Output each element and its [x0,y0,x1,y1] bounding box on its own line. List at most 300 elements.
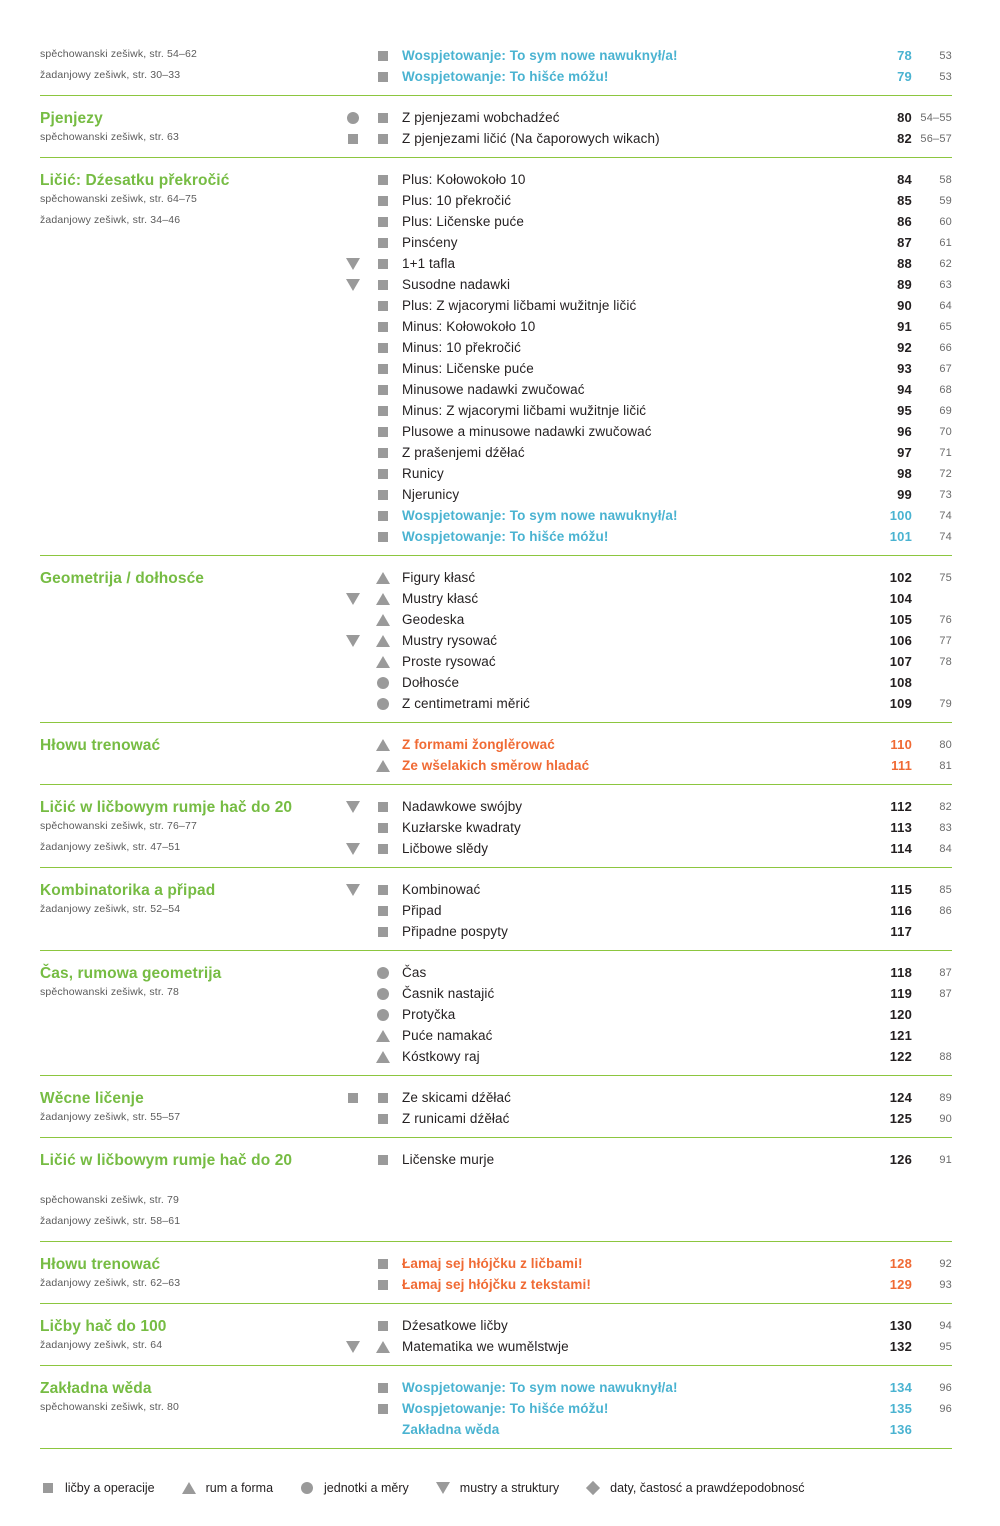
circle-icon [368,984,398,1004]
entry-title[interactable]: Susodne nadawki [402,277,511,292]
square-icon-glyph [378,532,388,542]
entry-page-number: 80 [897,110,912,125]
square-icon [368,506,398,526]
entry-title[interactable]: Dołhosće [402,675,460,690]
diamond-icon [338,129,368,149]
diamond-icon-glyph [348,1093,358,1103]
icon-slot-empty [338,1150,368,1170]
square-icon-glyph [378,1321,388,1331]
toc-row[interactable] [40,1254,952,1275]
toc-row[interactable] [40,296,952,317]
entry-title[interactable]: Mustry rysować [402,633,498,648]
entry-title[interactable]: Zakładna wěda [402,1422,500,1437]
toc-row[interactable] [40,317,952,338]
toc-row[interactable] [40,963,952,984]
entry-title[interactable]: Kóstkowy raj [402,1049,480,1064]
square-icon [368,254,398,274]
toc-row[interactable] [40,694,952,715]
legend-item-label: ličby a operacije [65,1481,155,1495]
toc-row[interactable] [40,1399,952,1420]
entry-page-number: 118 [890,965,912,980]
toc-row[interactable] [40,1275,952,1296]
square-icon [368,1150,398,1170]
chapter-title [40,880,338,901]
workbook-reference-text: žadanjowy zešiwk, str. 64 [40,1339,163,1351]
triangle-down-icon-glyph [346,258,360,270]
entry-secondary-page-number: 72 [939,468,952,480]
legend-glyph-shape [182,1482,196,1494]
icon-slot-empty [338,963,368,983]
circle-icon-glyph [377,967,389,979]
entry-secondary-page-number: 74 [939,531,952,543]
entry-page-number: 125 [889,1111,912,1126]
workbook-reference-text: žadanjowy zešiwk, str. 47–51 [40,841,181,853]
chapter-title-text: Wěcne ličenje [40,1090,144,1107]
triangle-up-icon-glyph [376,635,390,647]
icon-slot-empty [338,1005,368,1025]
icon-slot-empty [338,984,368,1004]
toc-row[interactable] [40,1337,952,1358]
icon-slot-empty [338,1171,368,1191]
entry-title[interactable]: Plus: Kołowokoło 10 [402,172,526,187]
icon-slot-empty [338,506,368,526]
diamond-icon [368,901,398,921]
legend-diam-icon [585,1480,601,1496]
entry-page-number: 93 [897,361,912,376]
toc-row[interactable] [40,1047,952,1068]
diamond-icon [368,880,398,900]
entry-title[interactable]: Minusowe nadawki zwučować [402,382,585,397]
workbook-reference-text: žadanjowy zešiwk, str. 58–61 [40,1215,181,1227]
entry-title[interactable]: Plusowe a minusowe nadawki zwučować [402,424,652,439]
toc-row[interactable] [40,673,952,694]
entry-title[interactable]: Protyčka [402,1007,456,1022]
toc-row[interactable] [40,1150,952,1171]
entry-page-number: 82 [897,131,912,146]
square-icon [368,464,398,484]
workbook-reference [40,901,338,918]
workbook-reference-text: žadanjowy zešiwk, str. 52–54 [40,903,181,915]
entry-title[interactable]: Plus: 10 překročić [402,193,512,208]
toc-row[interactable] [40,254,952,275]
workbook-reference [40,67,338,84]
legend [40,1480,948,1496]
entry-page-number: 102 [889,570,912,585]
entry-secondary-page-number: 75 [939,572,952,584]
toc-row[interactable] [40,631,952,652]
triangle-down-icon-glyph [346,1341,360,1353]
legend-item [299,1480,409,1496]
entry-title[interactable]: Wospjetowanje: To hišće móžu! [402,69,609,84]
entry-title[interactable]: Wospjetowanje: To hišće móžu! [402,1401,609,1416]
entry-page-number: 104 [889,591,912,606]
square-icon [368,46,398,66]
toc-row[interactable] [40,922,952,943]
toc-group [40,568,952,723]
entry-page-number: 126 [889,1152,912,1167]
toc-group [40,1254,952,1304]
entry-secondary-page-number: 87 [939,967,952,979]
toc-row[interactable] [40,984,952,1005]
entry-page-number: 91 [897,319,912,334]
chapter-title [40,170,338,191]
triangle-up-icon [368,568,398,588]
icon-slot-empty [368,1213,398,1233]
triangle-up-icon-glyph [376,593,390,605]
triangle-down-icon [338,631,368,651]
toc-group [40,1150,952,1242]
toc-row[interactable] [40,464,952,485]
entry-title[interactable]: Minus: Z wjacorymi ličbami wužitnje ličić [402,403,647,418]
toc-row[interactable] [40,359,952,380]
entry-title[interactable]: Wospjetowanje: To sym nowe nawuknył/a! [402,48,678,63]
workbook-reference [40,984,338,1001]
square-icon [368,797,398,817]
toc-group [40,880,952,951]
triangle-up-icon [368,652,398,672]
entry-page-number: 90 [897,298,912,313]
entry-title[interactable]: Ličbowe slědy [402,841,489,856]
entry-title[interactable]: Proste rysować [402,654,496,669]
workbook-reference-text: žadanjowy zešiwk, str. 55–57 [40,1111,181,1123]
square-icon-glyph [378,134,388,144]
icon-slot-empty [338,233,368,253]
legend-tri-up-icon [181,1480,197,1496]
entry-title[interactable]: Kombinować [402,882,481,897]
toc-row[interactable] [40,1316,952,1337]
toc-row[interactable] [40,1171,952,1192]
square-icon-glyph [378,51,388,61]
entry-secondary-page-number: 68 [939,384,952,396]
entry-title[interactable]: Ličenske murje [402,1152,495,1167]
square-icon-glyph [378,113,388,123]
triangle-down-icon-glyph [346,884,360,896]
icon-slot-empty [338,568,368,588]
legend-tri-dn-icon [435,1480,451,1496]
toc-row[interactable] [40,1378,952,1399]
left-spacer [40,233,338,252]
entry-page-number: 115 [890,882,912,897]
entry-title[interactable]: Připadne pospyty [402,924,508,939]
entry-secondary-page-number: 77 [939,635,952,647]
left-spacer [40,694,338,713]
chapter-title [40,735,338,756]
icon-slot-empty [338,1275,368,1295]
entry-page-number: 109 [889,696,912,711]
toc-row[interactable] [40,212,952,233]
entry-page-number: 119 [890,986,912,1001]
entry-secondary-page-number: 78 [939,656,952,668]
triangle-up-icon-glyph [376,614,390,626]
entry-title[interactable]: Čas [402,965,427,980]
toc-row[interactable] [40,1109,952,1130]
workbook-reference-text: spěchowanski zešiwk, str. 78 [40,986,180,998]
triangle-down-icon [338,880,368,900]
entry-title[interactable]: Puće namakać [402,1028,493,1043]
entry-page-number: 79 [897,69,912,84]
square-icon-glyph [378,823,388,833]
icon-slot-empty [338,380,368,400]
entry-title[interactable]: Z runicami dźěłać [402,1111,510,1126]
legend-sq-icon [40,1480,56,1496]
entry-title[interactable]: Łamaj sej hłójčku z tekstami! [402,1277,591,1292]
workbook-reference-text: spěchowanski zešiwk, str. 54–62 [40,48,197,60]
toc-row[interactable] [40,797,952,818]
entry-secondary-page-number: 71 [939,447,952,459]
toc-row[interactable] [40,170,952,191]
square-icon [368,1316,398,1336]
triangle-up-icon-glyph [376,739,390,751]
entry-title[interactable]: Wospjetowanje: To hišće móžu! [402,529,609,544]
square-icon-glyph [378,427,388,437]
toc-row[interactable] [40,191,952,212]
entry-title[interactable]: Ze skicami dźěłać [402,1090,511,1105]
entry-title[interactable]: Časnik nastajić [402,986,495,1001]
entry-page-number: 96 [897,424,912,439]
icon-slot-empty [338,901,368,921]
workbook-reference [40,1275,338,1292]
diamond-icon [338,1088,368,1108]
icon-slot-empty [338,1213,368,1233]
legend-item-label: daty, častosć a prawdźepodobnosć [610,1481,805,1495]
entry-page-number: 92 [897,340,912,355]
entry-title[interactable]: 1+1 tafla [402,256,456,271]
entry-page-number: 99 [897,487,912,502]
toc-row[interactable] [40,422,952,443]
square-icon-glyph [378,238,388,248]
entry-title[interactable]: Runicy [402,466,444,481]
entry-secondary-page-number: 79 [939,698,952,710]
toc-row[interactable] [40,67,952,88]
toc-row[interactable] [40,756,952,777]
toc-group [40,1378,952,1449]
entry-title-empty [398,1171,952,1191]
icon-slot-empty [338,1109,368,1129]
toc-row[interactable] [40,589,952,610]
entry-title[interactable]: Wospjetowanje: To sym nowe nawuknył/a! [402,508,678,523]
entry-title[interactable]: Figury kłasć [402,570,476,585]
toc-row[interactable] [40,443,952,464]
entry-secondary-page-number: 76 [939,614,952,626]
triangle-down-icon [338,589,368,609]
circle-icon [368,673,398,693]
entry-page-number: 78 [897,48,912,63]
entry-title[interactable]: Njerunicy [402,487,460,502]
triangle-up-icon [368,756,398,776]
chapter-title [40,797,338,818]
toc-row[interactable] [40,275,952,296]
entry-title[interactable]: Wospjetowanje: To sym nowe nawuknył/a! [402,1380,678,1395]
toc-row[interactable] [40,485,952,506]
left-spacer [40,506,338,525]
entry-title[interactable]: Z pjenjezami ličić (Na čaporowych wikach) [402,131,660,146]
entry-title[interactable]: Nadawkowe swójby [402,799,523,814]
legend-item [585,1480,804,1496]
entry-page-number: 130 [889,1318,912,1333]
triangle-up-icon [368,589,398,609]
square-icon [368,233,398,253]
entry-title-empty [398,1192,952,1212]
toc-row[interactable] [40,233,952,254]
diamond-icon-glyph [378,448,388,458]
workbook-reference [40,1213,338,1230]
entry-title[interactable]: Matematika we wumělstwje [402,1339,569,1354]
toc-row[interactable] [40,652,952,673]
workbook-reference-text: spěchowanski zešiwk, str. 64–75 [40,193,197,205]
entry-title[interactable]: Z prašenjemi dźěłać [402,445,525,460]
entry-title[interactable]: Minus: Kołowokoło 10 [402,319,536,334]
entry-secondary-page-number: 64 [939,300,952,312]
square-icon [368,1399,398,1419]
triangle-down-icon-glyph [346,843,360,855]
toc-row[interactable] [40,338,952,359]
square-icon [368,839,398,859]
workbook-reference [40,818,338,835]
legend-item-label: mustry a struktury [459,1481,560,1495]
icon-slot-empty [338,191,368,211]
diamond-icon-glyph [378,885,388,895]
entry-page-number: 95 [897,403,912,418]
circle-icon-glyph [347,112,359,124]
square-icon [368,380,398,400]
triangle-down-icon-glyph [346,279,360,291]
entry-title[interactable]: Z formami žonglěrować [402,737,555,752]
entry-secondary-page-number: 61 [939,237,952,249]
entry-title[interactable]: Minus: Ličenske puće [402,361,534,376]
entry-title[interactable]: Kuzłarske kwadraty [402,820,521,835]
toc-group [40,170,952,556]
circle-icon-glyph [377,698,389,710]
entry-title[interactable]: Dźesatkowe ličby [402,1318,508,1333]
icon-slot-empty [338,735,368,755]
entry-page-number: 117 [890,924,912,939]
square-icon [368,212,398,232]
entry-secondary-page-number: 73 [939,489,952,501]
entry-title[interactable]: Pinsćeny [402,235,458,250]
entry-secondary-page-number: 80 [939,739,952,751]
icon-slot-empty [338,652,368,672]
workbook-reference [40,129,338,146]
triangle-up-icon-glyph [376,1341,390,1353]
square-icon-glyph [378,343,388,353]
entry-title-empty [398,1213,952,1233]
toc-row[interactable] [40,568,952,589]
toc-row[interactable] [40,1088,952,1109]
toc-group [40,797,952,868]
workbook-reference-text: žadanjowy zešiwk, str. 62–63 [40,1277,181,1289]
toc-row[interactable] [40,1420,952,1441]
icon-slot-empty [338,422,368,442]
left-spacer [40,610,338,629]
toc-row[interactable] [40,735,952,756]
chapter-title-text: Hłowu trenować [40,737,161,754]
toc-row[interactable] [40,129,952,150]
toc-row[interactable] [40,610,952,631]
workbook-reference [40,46,338,63]
entry-secondary-page-number: 58 [939,174,952,186]
icon-slot-empty [338,464,368,484]
entry-title[interactable]: Plus: Z wjacorymi ličbami wužitnje ličić [402,298,637,313]
toc-row[interactable] [40,818,952,839]
toc-row[interactable] [40,108,952,129]
toc-row[interactable] [40,1026,952,1047]
chapter-title-text: Ličić w ličbowym rumje hač do 20 [40,1152,293,1169]
toc-row[interactable] [40,46,952,67]
square-icon [368,1378,398,1398]
chapter-title [40,1316,338,1337]
square-icon-glyph [378,1155,388,1165]
entry-secondary-page-number: 91 [939,1154,952,1166]
toc-row[interactable] [40,901,952,922]
square-icon-glyph [378,72,388,82]
entry-page-number: 86 [897,214,912,229]
toc-row[interactable] [40,527,952,548]
toc-row[interactable] [40,1192,952,1213]
toc-row[interactable] [40,839,952,860]
toc-row[interactable] [40,1213,952,1234]
entry-title[interactable]: Minus: 10 překročić [402,340,521,355]
square-icon-glyph [378,217,388,227]
left-spacer [40,1026,338,1045]
square-icon-glyph [378,406,388,416]
circle-icon [368,694,398,714]
toc-row[interactable] [40,506,952,527]
toc-group [40,963,952,1076]
toc-row[interactable] [40,380,952,401]
entry-secondary-page-number: 65 [939,321,952,333]
entry-page-number: 121 [889,1028,912,1043]
icon-slot-empty [338,922,368,942]
chapter-title [40,1378,338,1399]
triangle-down-icon [338,839,368,859]
entry-title[interactable]: Mustry kłasć [402,591,479,606]
toc-row[interactable] [40,1005,952,1026]
icon-slot-empty [338,296,368,316]
entry-title[interactable]: Geodeska [402,612,465,627]
square-icon [368,422,398,442]
workbook-reference [40,191,338,208]
entry-page-number: 106 [889,633,912,648]
triangle-up-icon-glyph [376,760,390,772]
left-spacer [40,1005,338,1024]
icon-slot-empty [338,338,368,358]
icon-slot-empty [338,1399,368,1419]
entry-page-number: 114 [890,841,912,856]
toc-row[interactable] [40,401,952,422]
left-spacer [40,338,338,357]
entry-secondary-page-number: 81 [939,760,952,772]
diamond-icon [368,922,398,942]
entry-title[interactable]: Připad [402,903,442,918]
entry-secondary-page-number: 53 [939,50,952,62]
square-icon-glyph [378,844,388,854]
toc-group [40,108,952,158]
chapter-title [40,1150,338,1171]
left-spacer [40,296,338,315]
entry-title[interactable]: Łamaj sej hłójčku z ličbami! [402,1256,583,1271]
entry-secondary-page-number: 66 [939,342,952,354]
circle-icon [368,1005,398,1025]
chapter-title [40,1254,338,1275]
entry-title[interactable]: Plus: Ličenske puće [402,214,524,229]
toc-row[interactable] [40,880,952,901]
entry-title[interactable]: Z centimetrami měrić [402,696,531,711]
entry-title[interactable]: Ze wšelakich směrow hladać [402,758,590,773]
workbook-reference [40,1399,338,1416]
chapter-title-text: Pjenjezy [40,110,103,127]
entry-title[interactable]: Z pjenjezami wobchadźeć [402,110,560,125]
workbook-reference [40,1109,338,1126]
